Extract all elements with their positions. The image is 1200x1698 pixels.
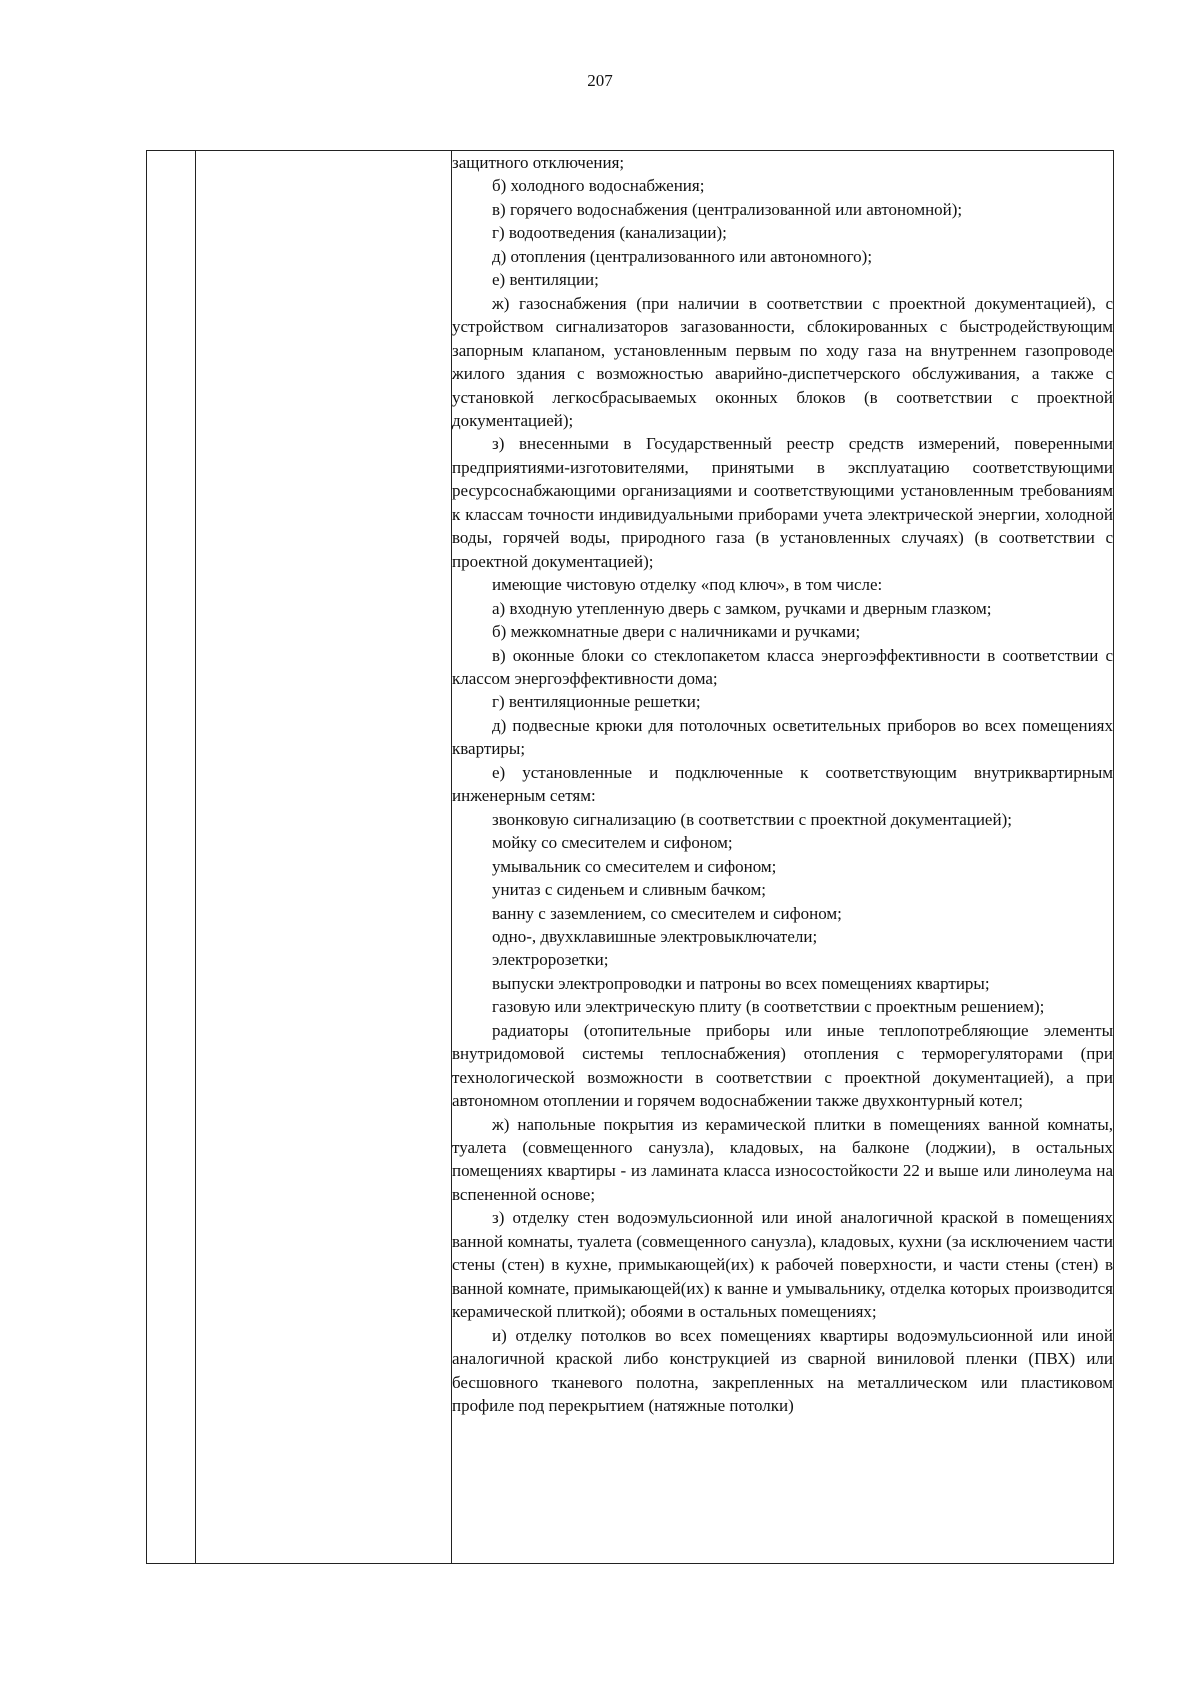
paragraph: защитного отключения; — [452, 153, 625, 172]
paragraph: и) отделку потолков во всех помещениях квартиры водоэмульсионной или иной аналогичной краской либо конструкцией из сварной виниловой пленки (ПВХ) или бесшовного тканевого полотна, закрепленных на металлическом или пластиковом профиле под перекрытием (натяжные потолки) — [452, 1325, 1113, 1416]
paragraph: в) оконные блоки со стеклопакетом класса энергоэффективности в соответствии с классом энергоэффективности дома; — [452, 645, 1113, 688]
paragraph: одно-, двухклавишные электровыключатели; — [492, 926, 818, 946]
table-cell-description — [452, 151, 1114, 1564]
paragraph: д) отопления (централизованного или автономного); — [492, 246, 873, 266]
paragraph: электророзетки; — [492, 950, 609, 970]
paragraph: ж) газоснабжения (при наличии в соответствии с проектной документацией), с устройством сигнализаторов загазованности, сблокированных с быстродействующим запорным клапаном, установленным первым по ходу газа на внутреннем газопроводе жилого здания с возможностью аварийно-диспетчерского обслуживания, а также с установкой легкосбрасываемых оконных блоков (в соответствии с проектной документацией); — [452, 293, 1113, 430]
paragraph: д) подвесные крюки для потолочных осветительных приборов во всех помещениях квартиры; — [452, 715, 1113, 759]
paragraph: умывальник со смесителем и сифоном; — [492, 856, 777, 876]
paragraph: з) отделку стен водоэмульсионной или иной аналогичной краской в помещениях ванной комнаты, туалета (совмещенного санузла), кладовых, кухни (за исключением части стены (стен) в кухне, примыкающей(их) к рабочей поверхности, и части стены (стен) в ванной комнате, примыкающей(их) к ванне и умывальнику, отделка которых производится керамической плиткой); обоями в остальных помещениях; — [452, 1208, 1113, 1322]
paragraph: мойку со смесителем и сифоном; — [492, 833, 733, 853]
table-cell-item — [196, 151, 452, 1564]
paragraph: в) горячего водоснабжения (централизованной или автономной); — [492, 199, 963, 219]
paragraph: газовую или электрическую плиту (в соответствии с проектным решением); — [492, 997, 1045, 1017]
paragraph: б) холодного водоснабжения; — [492, 176, 705, 196]
table-cell-number — [147, 151, 196, 1564]
paragraph: е) вентиляции; — [492, 270, 599, 290]
paragraph: ванну с заземлением, со смесителем и сифоном; — [492, 903, 842, 923]
paragraph: ж) напольные покрытия из керамической плитки в помещениях ванной комнаты, туалета (совмещенного санузла), кладовых, на балконе (лоджии), в остальных помещениях квартиры - из ламината класса износостойкости 22 и выше или линолеума на вспененной основе; — [452, 1114, 1113, 1204]
paragraph: б) межкомнатные двери с наличниками и ручками; — [492, 622, 861, 642]
paragraph: унитаз с сиденьем и сливным бачком; — [492, 880, 767, 900]
paragraph: выпуски электропроводки и патроны во всех помещениях квартиры; — [492, 973, 990, 993]
paragraph: а) входную утепленную дверь с замком, ручками и дверным глазком; — [492, 598, 992, 618]
paragraph: имеющие чистовую отделку «под ключ», в том числе: — [492, 575, 883, 595]
paragraph: радиаторы (отопительные приборы или иные теплопотребляющие элементы внутридомовой системы теплоснабжения) отопления с терморегуляторами (при технологической возможности в соответствии с проектной документацией), а при автономном отоплении и горячем водоснабжении также двухконтурный котел; — [452, 1020, 1113, 1111]
paragraph: е) установленные и подключенные к соответствующим внутриквартирным инженерным сетям: — [452, 762, 1113, 806]
paragraph: звонковую сигнализацию (в соответствии с проектной документацией); — [492, 809, 1012, 829]
paragraph: г) вентиляционные решетки; — [492, 692, 701, 712]
table-row — [147, 151, 1114, 1564]
paragraph: з) внесенными в Государственный реестр средств измерений, поверенными предприятиями-изготовителями, принятыми в эксплуатацию соответствующими ресурсоснабжающими организациями и соответствующими установленным требованиям к классам точности индивидуальными приборами учета электрической энергии, холодной воды, горячей воды, природного газа (в установленных случаях) (в соответствии с проектной документацией); — [452, 434, 1113, 571]
paragraph: г) водоотведения (канализации); — [492, 223, 727, 243]
document-table — [146, 150, 1114, 1564]
description-text — [452, 151, 1113, 1417]
page-number: 207 — [587, 71, 613, 90]
